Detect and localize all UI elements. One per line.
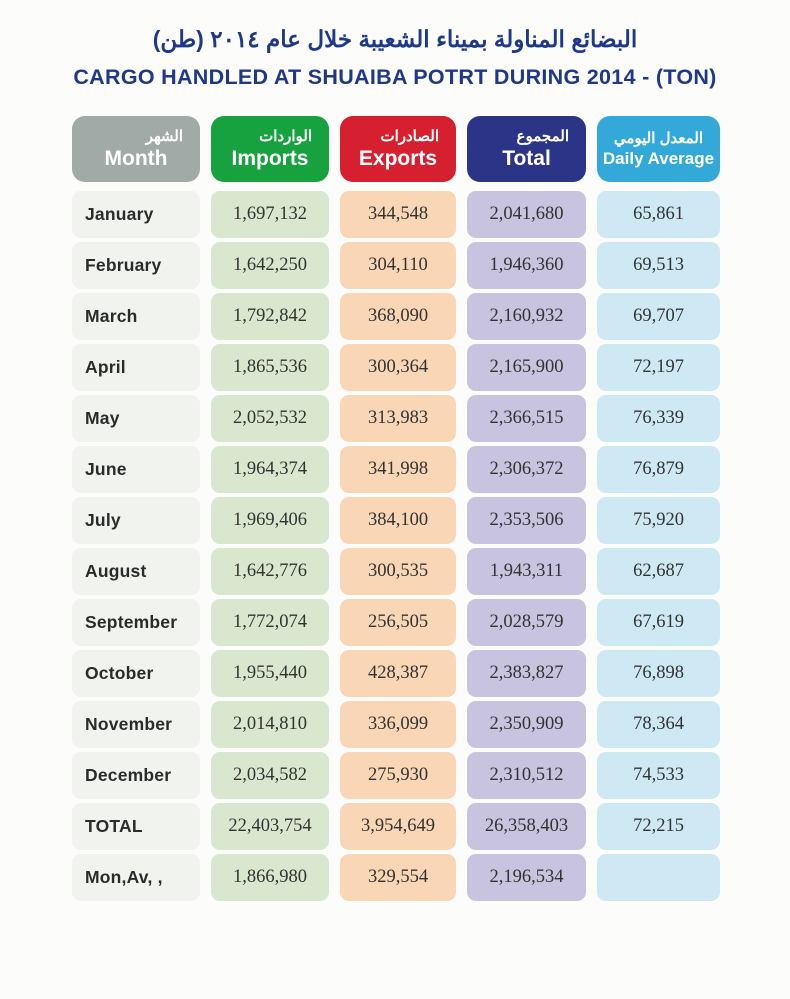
cell-imports: 22,403,754 [211,803,329,850]
row-label-monav: Mon,Av, , [72,854,200,901]
cell-total: 2,310,512 [467,752,586,799]
column-header-daily-average [597,116,720,182]
cell-imports: 1,865,536 [211,344,329,391]
cell-total: 1,946,360 [467,242,586,289]
row-label-december: December [72,752,200,799]
header-total-arabic: المجموع [516,127,569,145]
column-header-imports [211,116,329,182]
header-daily-average-arabic: المعدل اليومي [613,129,703,147]
row-label-april: April [72,344,200,391]
cell-daily: 75,920 [597,497,720,544]
column-header-exports [340,116,456,182]
cell-exports: 368,090 [340,293,456,340]
cell-imports: 2,052,532 [211,395,329,442]
header-daily-average-english: Daily Average [602,148,715,168]
cell-daily [597,854,720,901]
cell-imports: 1,697,132 [211,191,329,238]
cell-daily: 72,215 [597,803,720,850]
cell-total: 1,943,311 [467,548,586,595]
cell-exports: 300,364 [340,344,456,391]
cell-total: 26,358,403 [467,803,586,850]
cell-daily: 62,687 [597,548,720,595]
cell-imports: 1,772,074 [211,599,329,646]
cell-imports: 1,866,980 [211,854,329,901]
cell-imports: 1,642,250 [211,242,329,289]
cell-imports: 2,014,810 [211,701,329,748]
row-label-february: February [72,242,200,289]
title-english: CARGO HANDLED AT SHUAIBA POTRT DURING 2014 - (TON) [73,65,717,89]
cell-daily: 76,898 [597,650,720,697]
row-label-august: August [72,548,200,595]
cell-exports: 3,954,649 [340,803,456,850]
cell-total: 2,353,506 [467,497,586,544]
row-label-november: November [72,701,200,748]
row-label-total: TOTAL [72,803,200,850]
cell-total: 2,196,534 [467,854,586,901]
cell-imports: 1,955,440 [211,650,329,697]
cell-imports: 1,964,374 [211,446,329,493]
cell-exports: 341,998 [340,446,456,493]
cell-exports: 336,099 [340,701,456,748]
title-arabic: البضائع المناولة بميناء الشعيبة خلال عام ٢٠١٤ (طن) [152,26,638,52]
cell-total: 2,350,909 [467,701,586,748]
column-header-month [72,116,200,182]
column-header-total [467,116,586,182]
cell-daily: 78,364 [597,701,720,748]
header-exports-arabic: الصادرات [380,127,439,145]
cell-total: 2,028,579 [467,599,586,646]
cell-total: 2,160,932 [467,293,586,340]
table-header-row [72,116,718,182]
cell-exports: 329,554 [340,854,456,901]
cell-daily: 69,707 [597,293,720,340]
row-label-may: May [72,395,200,442]
cell-exports: 384,100 [340,497,456,544]
row-label-september: September [72,599,200,646]
cell-daily: 74,533 [597,752,720,799]
header-imports-arabic: الواردات [259,127,312,145]
cell-exports: 304,110 [340,242,456,289]
cell-daily: 72,197 [597,344,720,391]
row-label-october: October [72,650,200,697]
page [0,26,790,901]
cell-total: 2,306,372 [467,446,586,493]
header-month-arabic: الشهر [145,127,183,145]
cell-imports: 2,034,582 [211,752,329,799]
header-total-english: Total [502,147,551,171]
table-body [72,191,718,901]
cell-daily: 65,861 [597,191,720,238]
cell-total: 2,383,827 [467,650,586,697]
cell-daily: 67,619 [597,599,720,646]
cell-exports: 256,505 [340,599,456,646]
row-label-june: June [72,446,200,493]
cell-total: 2,165,900 [467,344,586,391]
cell-imports: 1,792,842 [211,293,329,340]
cell-exports: 428,387 [340,650,456,697]
row-label-january: January [72,191,200,238]
cell-exports: 300,535 [340,548,456,595]
cell-exports: 275,930 [340,752,456,799]
header-exports-english: Exports [358,147,438,171]
cell-imports: 1,642,776 [211,548,329,595]
cell-imports: 1,969,406 [211,497,329,544]
cell-daily: 69,513 [597,242,720,289]
cell-daily: 76,879 [597,446,720,493]
cargo-table [72,116,718,901]
cell-total: 2,366,515 [467,395,586,442]
cell-total: 2,041,680 [467,191,586,238]
row-label-july: July [72,497,200,544]
cell-exports: 344,548 [340,191,456,238]
header-imports-english: Imports [231,147,309,171]
cell-daily: 76,339 [597,395,720,442]
header-month-english: Month [104,147,168,171]
cell-exports: 313,983 [340,395,456,442]
row-label-march: March [72,293,200,340]
